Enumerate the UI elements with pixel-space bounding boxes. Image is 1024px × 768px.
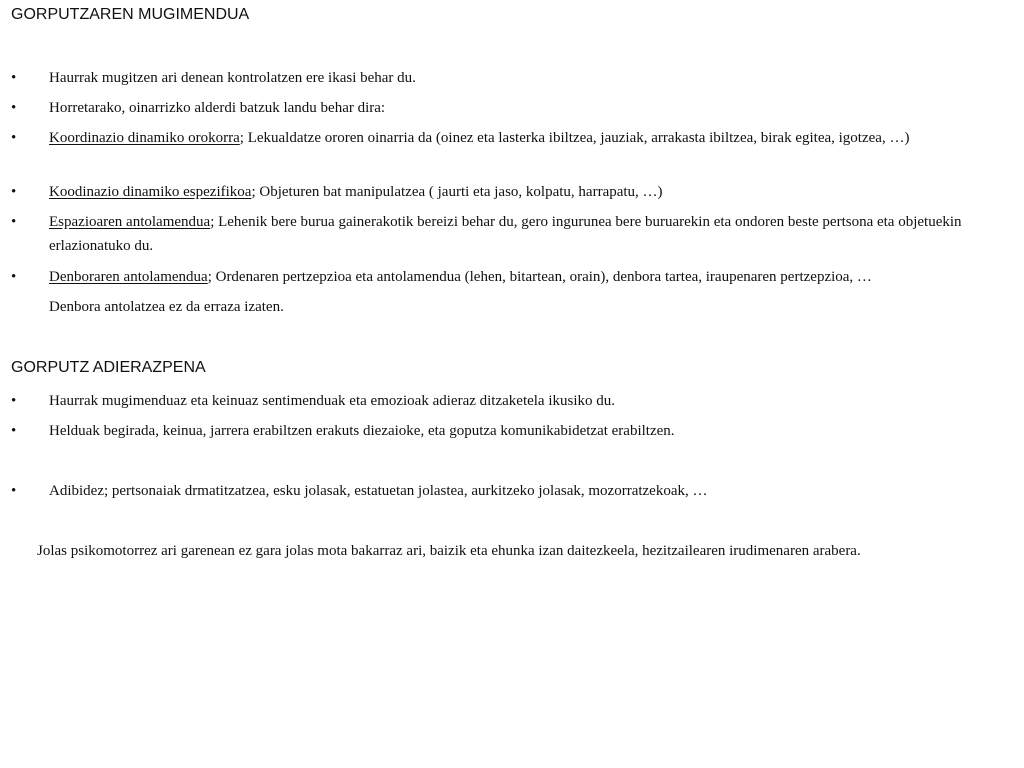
bullet-icon: • [11,423,17,439]
continuation-line: Denbora antolatzea ez da erraza izaten. [49,299,284,315]
term-description: ; Lehenik bere burua gainerakotik bereizi behar du, gero ingurunea bere buruarekin eta ondoren beste pertsona eta objetuekin erlazionatuko du. [49,214,962,254]
list-item-text: Haurrak mugitzen ari denean kontrolatzen ere ikasi behar du. [49,70,416,86]
closing-paragraph: Jolas psikomotorrez ari garenean ez gara jolas mota bakarraz ari, baizik eta ehunka izan daitezkeela, hezitzailearen irudimenaren arabera. [37,543,861,559]
term-description: ; Ordenaren pertzepzioa eta antolamendua (lehen, bitartean, orain), denbora tartea, iraupenaren pertzepzioa, … [207,269,872,285]
list-item-text [49,180,1012,204]
list-item-text [49,265,1012,319]
list-item-text: Haurrak mugimenduaz eta keinuaz sentimenduak eta emozioak adieraz ditzaketela ikusiko du. [49,393,616,409]
term-general-coordination: Koordinazio dinamiko orokorra [49,130,240,146]
term-spatial-organization: Espazioaren antolamendua [49,214,211,230]
list-item-text [49,210,1012,258]
bullet-icon: • [11,393,17,409]
bullet-icon: • [11,184,17,200]
term-description: ; Lekualdatze ororen oinarria da (oinez eta lasterka ibiltzea, jauziak, arrakasta ibiltzea, birak egitea, igotzea, …) [239,130,910,146]
term-description: ; Objeturen bat manipulatzea ( jaurti eta jaso, kolpatu, harrapatu, …) [251,184,663,200]
list-item-text: Helduak begirada, keinua, jarrera erabiltzen erakuts diezaioke, eta goputza komunikabidetzat erabiltzen. [49,423,675,439]
section-heading-body-expression: GORPUTZ ADIERAZPENA [11,359,206,376]
bullet-icon: • [11,483,17,499]
bullet-icon: • [11,269,17,285]
bullet-icon: • [11,70,17,86]
term-specific-coordination: Koodinazio dinamiko espezifikoa [49,184,252,200]
list-item-text [49,126,1012,150]
list-item-text: Horretarako, oinarrizko alderdi batzuk landu behar dira: [49,100,386,116]
bullet-icon: • [11,100,17,116]
term-temporal-organization: Denboraren antolamendua [49,269,208,285]
bullet-icon: • [11,130,17,146]
list-item-text: Adibidez; pertsonaiak drmatitzatzea, esku jolasak, estatuetan jolastea, aurkitzeko jolasak, mozorratzekoak, … [49,483,708,499]
bullet-icon: • [11,214,17,230]
section-heading-body-movement: GORPUTZAREN MUGIMENDUA [11,6,250,23]
